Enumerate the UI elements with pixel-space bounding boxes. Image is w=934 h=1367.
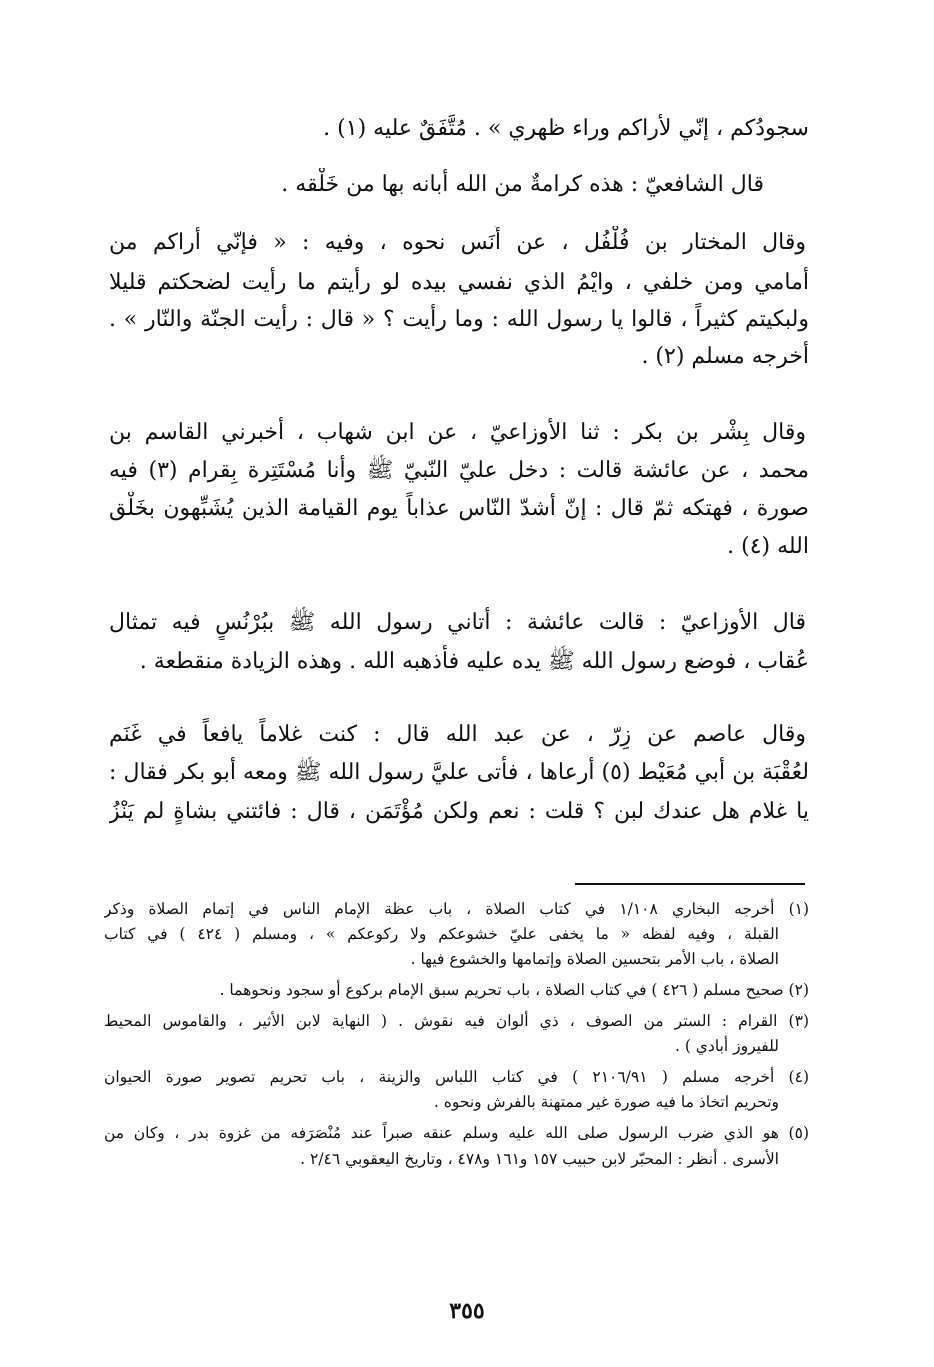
footnote-line: (١) أخرجه البخاري ١/١٠٨ في كتاب الصلاة ، باب عظة الإمام الناس في إتمام الصلاة وذكر xyxy=(104,900,809,918)
text-line: ولبكيتم كثيراً ، قالوا يا رسول الله : وما رأيت ؟ « قال : رأيت الجنّة والنّار » . xyxy=(109,307,809,332)
text-line: يا غلام هل عندك لبن ؟ قلت : نعم ولكن مُؤْتَمَن ، قال : فائتني بشاةٍ لم يَنْزُ xyxy=(109,799,809,824)
text-line: لعُقْبَة بن أبي مُعَيْط (٥) أرعاها ، فأتى عليَّ رسول الله ﷺ ومعه أبو بكر فقال : xyxy=(109,760,809,785)
footnote-separator xyxy=(575,883,805,885)
footnote-line: وتحريم اتخاذ ما فيه صورة غير ممتهنة بالفرش ونحوه . xyxy=(433,1093,779,1111)
footnote-line: (٤) أخرجه مسلم ( ٢١٠٦/٩١ ) في كتاب اللباس والزينة ، باب تحريم تصوير صورة الحيوان xyxy=(104,1068,809,1086)
footnote-line: (٣) القرام : الستر من الصوف ، ذي ألوان فيه نقوش . ( النهاية لابن الأثير ، والقاموس المحيط xyxy=(104,1012,809,1030)
text-line: قال الأوزاعيّ : قالت عائشة : أتاني رسول الله ﷺ ببُرْنُسٍ فيه تمثال xyxy=(109,610,806,635)
text-line: صورة ، فهتكه ثمّ قال : إنّ أشدّ النّاس عذاباً يوم القيامة الذين يُشَبِّهون بخَلْق xyxy=(109,496,809,521)
text-line: وقال بِشْر بن بكر : ثنا الأوزاعيّ ، عن ابن شهاب ، أخبرني القاسم بن xyxy=(109,420,806,445)
text-line: الله (٤) . xyxy=(727,534,809,559)
text-line: وقال المختار بن فُلْفُل ، عن أَنَس نحوه ، وفيه : « فإنّي أراكم من xyxy=(109,230,806,255)
text-line: أخرجه مسلم (٢) . xyxy=(641,344,809,369)
footnote-line: الأسرى . أنظر : المحبّر لابن حبيب ١٥٧ و١٦١ و٤٧٨ ، وتاريخ اليعقوبي ٢/٤٦ . xyxy=(300,1150,779,1168)
footnote-line: (٢) صحيح مسلم ( ٤٢٦ ) في كتاب الصلاة ، باب تحريم سبق الإمام بركوع أو سجود ونحوهما . xyxy=(219,981,809,999)
text-line: محمد ، عن عائشة قالت : دخل عليّ النّبيّ ﷺ وأنا مُسْتَتِرة بِقرام (٣) فيه xyxy=(109,458,809,483)
text-line: أمامي ومن خلفي ، وايْمُ الذي نفسي بيده لو رأيتم ما رأيت لضحكتم قليلا xyxy=(109,270,809,295)
footnote-line: للفيروز أبادي ) . xyxy=(674,1037,779,1055)
footnote-line: (٥) هو الذي ضرب الرسول صلى الله عليه وسلم عنقه صبراً عند مُنْصَرَفه من غزوة بدر ، وكان من xyxy=(104,1124,809,1142)
text-line: سجودُكم ، إنّي لأراكم وراء ظهري » . مُتَّفَقٌ عليه (١) . xyxy=(323,116,809,141)
footnote-line: الصلاة ، باب الأمر بتحسين الصلاة وإتمامها والخشوع فيها . xyxy=(410,950,779,968)
text-line: عُقاب ، فوضع رسول الله ﷺ يده عليه فأذهبه الله . وهذه الزيادة منقطعة . xyxy=(139,649,809,674)
text-line: وقال عاصم عن زِرّ ، عن عبد الله قال : كنت غلاماً يافعاً في غَنَم xyxy=(109,722,806,747)
footnote-line: القبلة ، وفيه لفظه « ما يخفى عليّ خشوعكم ولا ركوعكم » ، ومسلم ( ٤٢٤ ) في كتاب xyxy=(104,925,779,943)
text-line: قال الشافعيّ : هذه كرامةٌ من الله أبانه بها من خَلْقه . xyxy=(281,172,764,197)
page-number: ٣٥٥ xyxy=(449,1298,485,1324)
